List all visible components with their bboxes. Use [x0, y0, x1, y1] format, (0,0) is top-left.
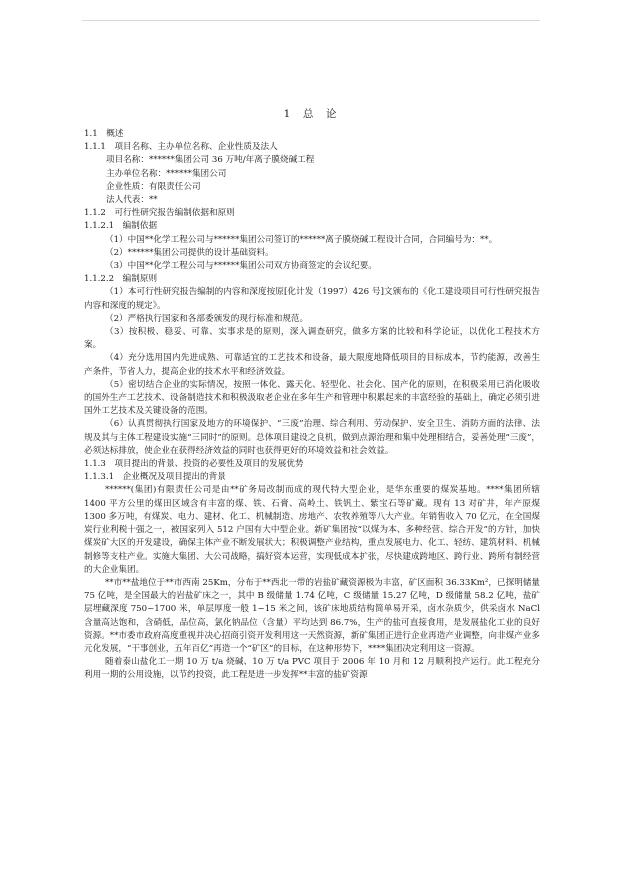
section-heading: 1.1.2.1 编制依据 [84, 221, 158, 232]
body-paragraph: （1）本可行性研究报告编制的内容和深度按原[化计发（1997）426 号]文颁布的《化工建设项目可行性研究报告内容和深度的规定》。 [84, 287, 540, 311]
body-paragraph: （1）中国**化学工程公司与******集团公司签订的******离子膜烧碱工程设计合同，合同编号为：**。 [105, 234, 498, 245]
body-paragraph: 随着泰山盐化工一期 10 万 t/a 烧碱、10 万 t/a PVC 项目于 2006 年 10 月和 12 月顺利投产运行。此工程充分利用一期的公用设施，以节约投资，此工程是进一步发挥**丰富的盐矿资源 [84, 657, 540, 681]
section-heading: 1.1.1 项目名称、主办单位名称、企业性质及法人 [84, 142, 278, 153]
section-heading: 1.1 概述 [84, 129, 124, 139]
project-info-line: 主办单位名称：******集团公司 [106, 168, 227, 179]
project-info-line: 法人代表：** [106, 195, 158, 206]
body-paragraph: （4）充分选用国内先进成熟、可靠适宜的工艺技术和设备，最大限度地降低项目的目标成本，节约能源，改善生产条件，节省人力，提高企业的技术水平和经济效益。 [84, 353, 540, 377]
project-info-line: 企业性质：有限责任公司 [106, 181, 201, 192]
body-paragraph: （2）严格执行国家和各部委颁发的现行标准和规范。 [105, 313, 309, 324]
body-paragraph: （5）密切结合企业的实际情况，按照一体化、露天化、轻型化、社会化、国产化的原则，在积极采用已消化吸收的国外生产工艺技术、设备制造技术和积极汲取老企业在多年生产和管理中积累起来的丰富经验的基础上，确定必须引进国外工艺技术及关键设备的范围。 [84, 379, 540, 417]
body-paragraph: （3）按积极、稳妥、可靠、实事求是的原则，深入调查研究，做多方案的比较和科学论证，以优化工程技术方案。 [84, 327, 540, 351]
section-heading: 1.1.2 可行性研究报告编制依据和原则 [84, 208, 235, 219]
section-heading: 1.1.2.2 编制原则 [84, 274, 158, 285]
body-paragraph: **市**盐地位于**市西南 25Km，分布于**西北一带的岩盐矿藏资源极为丰富，矿区面积 36.33Km²，已探明储量 75 亿吨，是全国最大的岩盐矿床之一，其中 B 级储量 1.74 亿吨，C 级储量 15.27 亿吨，D 级储量 58.2 亿吨，盐矿层埋藏深度 750~1700 米，单层厚度一般 1~15 米之间，该矿床地质结构简单易开采，卤水杂质少，供采卤水 NaCl 含量高达饱和，含硝低，品位高，氯化钠品位（含量）平均达到 86.7%，生产的盐可直接食用，是发展盐化工业的良好资源。**市委市政府高度重视并决心招商引资开发利用这一天然资源，新矿集团正进行企业再造产业调整，向非煤产业多元化发展，“干事创业，五年百亿”再造一个“矿区”的目标，在这种形势下，****集团决定利用这一资源。 [84, 577, 540, 654]
header-rule [82, 20, 540, 21]
section-heading: 1.1.3.1 企业概况及项目提出的背景 [84, 472, 226, 483]
document-body [84, 128, 540, 683]
body-paragraph: （2）******集团公司提供的设计基础资料。 [105, 247, 274, 258]
chapter-title: 1 总 论 [283, 108, 338, 120]
body-paragraph: ******(集团)有限责任公司是由**矿务局改制而成的现代特大型企业，是华东重要的煤炭基地。****集团所辖 1400 平方公里的煤田区域含有丰富的煤、铁、石膏、高岭土、铁钒土、紫宝石等矿藏。现有 13 对矿井，年产原煤 1300 多万吨，有煤炭、电力、建材、化工、机械制造、房地产、农牧养殖等八大产业。年销售收入 70 亿元，在全国煤炭行业利税十强之一，被国家列入 512 户国有大中型企业。新矿集团按“以煤为本、多种经营、综合开发”的方针，加快煤炭矿大区的开发建设，确保主体产业不断发展状大；积极调整产业结构，重点发展电力、化工、轻纺、建筑材料、机械制修等支柱产业。实施大集团、大公司战略，搞好资本运营，实现低成本扩张，尽快建成跨地区、跨行业、跨所有制经营的大企业集团。 [84, 485, 540, 575]
body-paragraph: （3）中国**化学工程公司与******集团公司双方协商签定的会议纪要。 [105, 261, 377, 272]
project-info-line: 项目名称：******集团公司 36 万吨/年离子膜烧碱工程 [106, 155, 315, 166]
section-heading: 1.1.3 项目提出的背景、投资的必要性及项目的发展优势 [84, 459, 304, 470]
body-paragraph: （6）认真贯彻执行国家及地方的环境保护、“三废”治理、综合利用、劳动保护、安全卫生、消防方面的法律、法规及其与主体工程建设实施“三同时”的原则。总体项目建设之良机，做到点源治理和集中处理相结合，妥善处理“三废”，必须达标排放，使企业在获得经济效益的同时也获得更好的环境效益和社会效益。 [84, 419, 540, 456]
